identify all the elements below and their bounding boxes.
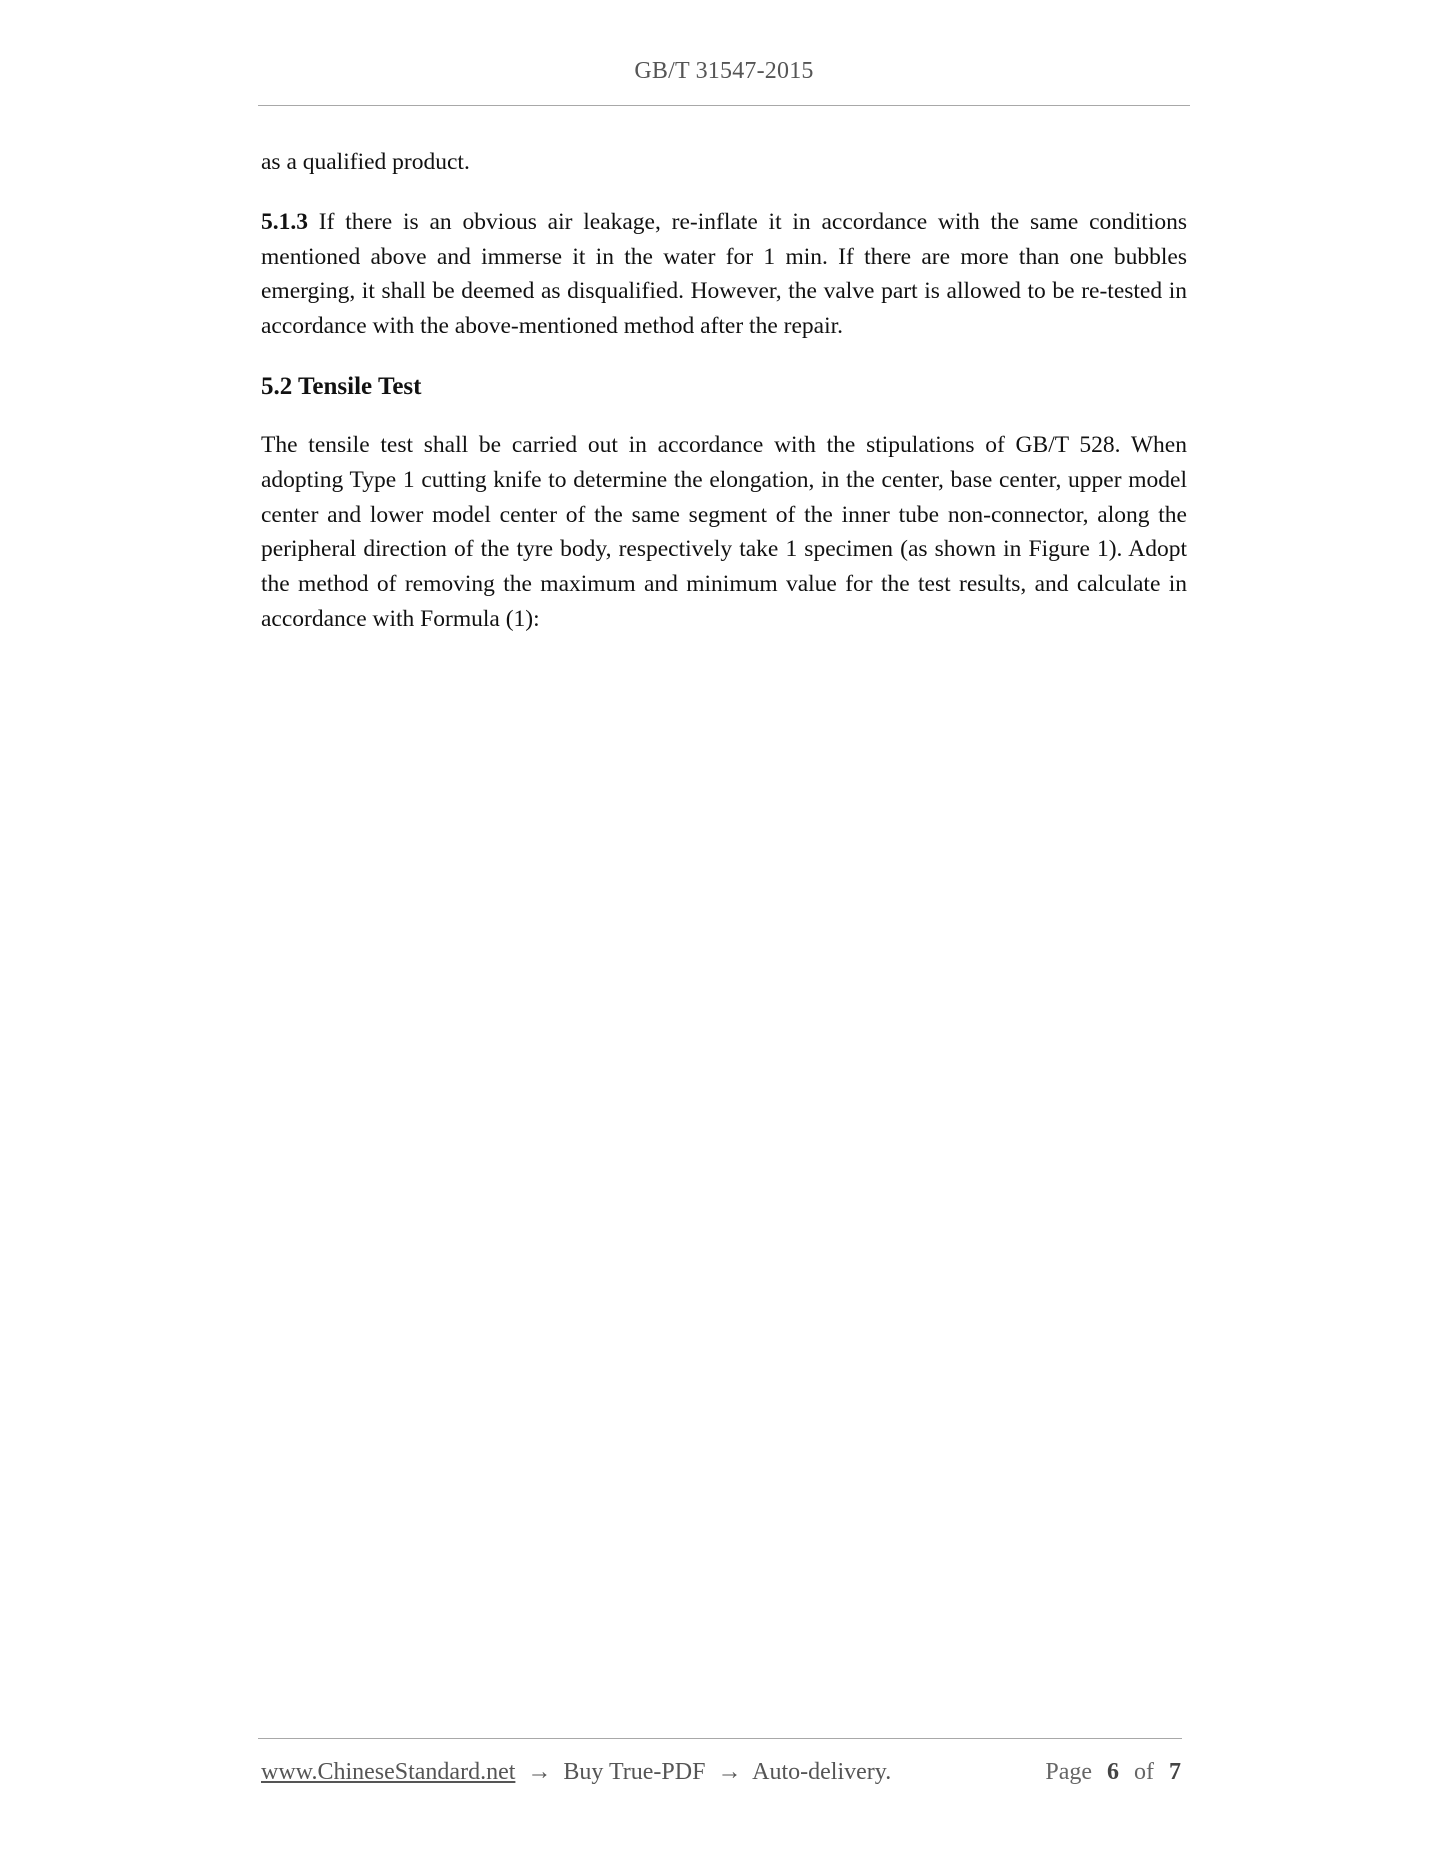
section-5-2-heading: 5.2 Tensile Test bbox=[261, 372, 422, 400]
clause-5-1-3-number: 5.1.3 bbox=[261, 208, 308, 235]
page-indicator bbox=[1045, 1754, 1181, 1790]
page-label: Page bbox=[1045, 1759, 1092, 1785]
continued-paragraph: as a qualified product. bbox=[261, 149, 470, 175]
page-number: 6 bbox=[1107, 1759, 1119, 1785]
buy-true-pdf-text: Buy True-PDF bbox=[563, 1759, 706, 1785]
auto-delivery-text: Auto-delivery. bbox=[752, 1759, 892, 1785]
section-5-2-paragraph: The tensile test shall be carried out in accordance with the stipulations of GB/T 528. When adopting Type 1 cutting knife to determine the elongation, in the center, base center, upper model center and lower model center of the same segment of the inner tube non-connector, along the peripheral direction of the tyre body, respectively take 1 specimen (as shown in Figure 1). Adopt the method of removing the maximum and minimum value for the test results, and calculate in accordance with Formula (1): bbox=[261, 431, 1187, 632]
page-of-label: of bbox=[1134, 1759, 1154, 1785]
document-header-title: GB/T 31547-2015 bbox=[634, 58, 814, 84]
arrow-right-icon: → bbox=[527, 1759, 552, 1785]
chinesestandard-link[interactable]: www.ChineseStandard.net bbox=[261, 1759, 516, 1785]
page-total: 7 bbox=[1169, 1759, 1181, 1785]
clause-5-1-3-text: If there is an obvious air leakage, re-inflate it in accordance with the same conditions mentioned above and immerse it in the water for 1 min. If there are more than one bubbles emerging, it shall be deemed as disqualified. However, the valve part is allowed to be re-tested in accordance with the above-mentioned method after the repair. bbox=[261, 208, 1187, 340]
footer-divider bbox=[258, 1738, 1182, 1739]
header-divider bbox=[258, 105, 1190, 106]
footer-promo bbox=[261, 1754, 891, 1790]
document-body bbox=[261, 145, 1187, 637]
clause-5-1-3-paragraph bbox=[261, 205, 1187, 344]
arrow-right-icon: → bbox=[717, 1759, 742, 1785]
